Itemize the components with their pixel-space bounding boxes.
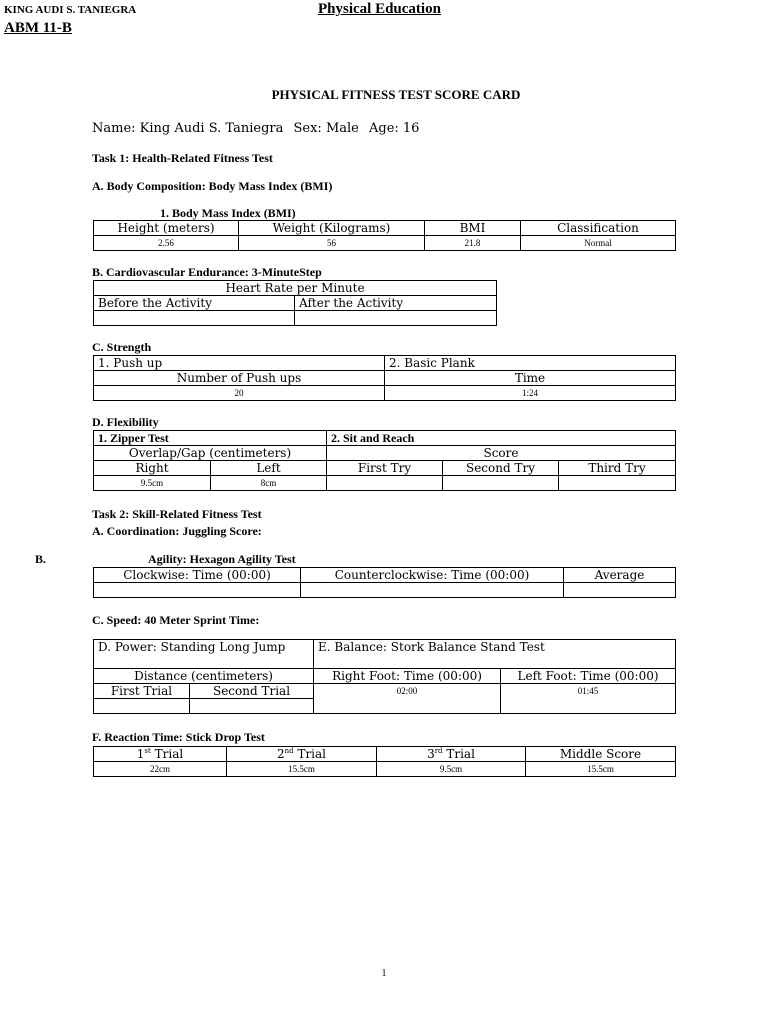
bmi-weight-value: 56 [239,236,425,251]
bmi-header-weight: Weight (Kilograms) [239,221,425,236]
third-try-header: Third Try [559,461,676,476]
reaction-trial3-header: 3rd Trial [377,747,526,762]
reaction-trial2-header: 2nd Trial [227,747,377,762]
agility-table [93,567,676,598]
reaction-heading: F. Reaction Time: Stick Drop Test [92,730,265,744]
heart-rate-after-value [295,311,497,326]
bmi-classification-value: Normal [521,236,676,251]
student-name-header: KING AUDI S. TANIEGRA [4,4,137,16]
reaction-trial3-value: 9.5cm [377,762,526,777]
bmi-height-value: 2.56 [94,236,239,251]
bmi-header-height: Height (meters) [94,221,239,236]
left-foot-time-header: Left Foot: Time (00:00) [501,669,676,684]
heart-rate-before-value [94,311,295,326]
sit-and-reach-title: 2. Sit and Reach [327,431,676,446]
reaction-table [93,746,676,777]
reaction-middle-score-header: Middle Score [526,747,676,762]
student-name-field: Name: King Audi S. Taniegra [92,121,284,136]
heart-rate-before-header: Before the Activity [94,296,295,311]
zipper-right-header: Right [94,461,211,476]
coordination-heading: A. Coordination: Juggling Score: [92,524,262,538]
reaction-middle-score-value: 15.5cm [526,762,676,777]
left-foot-time-value: 01:45 [501,684,676,714]
power-first-trial-header: First Trial [94,684,190,699]
document-title: PHYSICAL FITNESS TEST SCORE CARD [271,87,521,102]
clockwise-time-value [94,583,301,598]
basic-plank-title: 2. Basic Plank [385,356,676,371]
zipper-left-value: 8cm [211,476,327,491]
second-try-value [443,476,559,491]
plank-time-value: 1:24 [385,386,676,401]
power-title: D. Power: Standing Long Jump [94,640,314,669]
power-balance-table [93,639,676,714]
bmi-header-bmi: BMI [425,221,521,236]
class-section-header: ABM 11-B [4,20,72,36]
counterclockwise-time-value [301,583,564,598]
speed-heading: C. Speed: 40 Meter Sprint Time: [92,613,260,627]
bmi-value: 21.8 [425,236,521,251]
zipper-left-header: Left [211,461,327,476]
heart-rate-after-header: After the Activity [295,296,497,311]
task1-heading: Task 1: Health-Related Fitness Test [92,151,273,165]
flexibility-table [93,430,676,491]
zipper-right-value: 9.5cm [94,476,211,491]
age-field: Age: 16 [369,121,420,136]
bmi-subheading: 1. Body Mass Index (BMI) [160,206,296,220]
cardio-heading: B. Cardiovascular Endurance: 3-MinuteStep [92,265,322,279]
power-distance-header: Distance (centimeters) [94,669,314,684]
bmi-table [93,220,676,251]
heart-rate-title: Heart Rate per Minute [94,281,497,296]
task2-heading: Task 2: Skill-Related Fitness Test [92,507,262,521]
push-up-count-value: 20 [94,386,385,401]
power-second-trial-value [190,699,314,714]
right-foot-time-value: 02:00 [314,684,501,714]
sit-reach-score-header: Score [327,446,676,461]
body-composition-heading: A. Body Composition: Body Mass Index (BMI) [92,179,333,193]
sex-field: Sex: Male [293,121,359,136]
strength-heading: C. Strength [92,340,152,354]
agility-average-value [564,583,676,598]
counterclockwise-time-header: Counterclockwise: Time (00:00) [301,568,564,583]
power-second-trial-header: Second Trial [190,684,314,699]
first-try-value [327,476,443,491]
push-up-title: 1. Push up [94,356,385,371]
agility-heading: Agility: Hexagon Agility Test [148,552,296,566]
bmi-header-classification: Classification [521,221,676,236]
first-try-header: First Try [327,461,443,476]
reaction-trial2-value: 15.5cm [227,762,377,777]
page-number: 1 [381,968,387,979]
plank-time-header: Time [385,371,676,386]
clockwise-time-header: Clockwise: Time (00:00) [94,568,301,583]
heart-rate-table [93,280,497,326]
zipper-test-title: 1. Zipper Test [94,431,327,446]
power-first-trial-value [94,699,190,714]
third-try-value [559,476,676,491]
second-try-header: Second Try [443,461,559,476]
agility-letter: B. [35,552,47,566]
right-foot-time-header: Right Foot: Time (00:00) [314,669,501,684]
balance-title: E. Balance: Stork Balance Stand Test [314,640,676,669]
push-up-count-header: Number of Push ups [94,371,385,386]
agility-average-header: Average [564,568,676,583]
overlap-gap-header: Overlap/Gap (centimeters) [94,446,327,461]
flexibility-heading: D. Flexibility [92,415,159,429]
strength-table [93,355,676,401]
subject-header: Physical Education [318,1,441,17]
reaction-trial1-value: 22cm [94,762,227,777]
reaction-trial1-header: 1st Trial [94,747,227,762]
student-info [92,121,425,136]
